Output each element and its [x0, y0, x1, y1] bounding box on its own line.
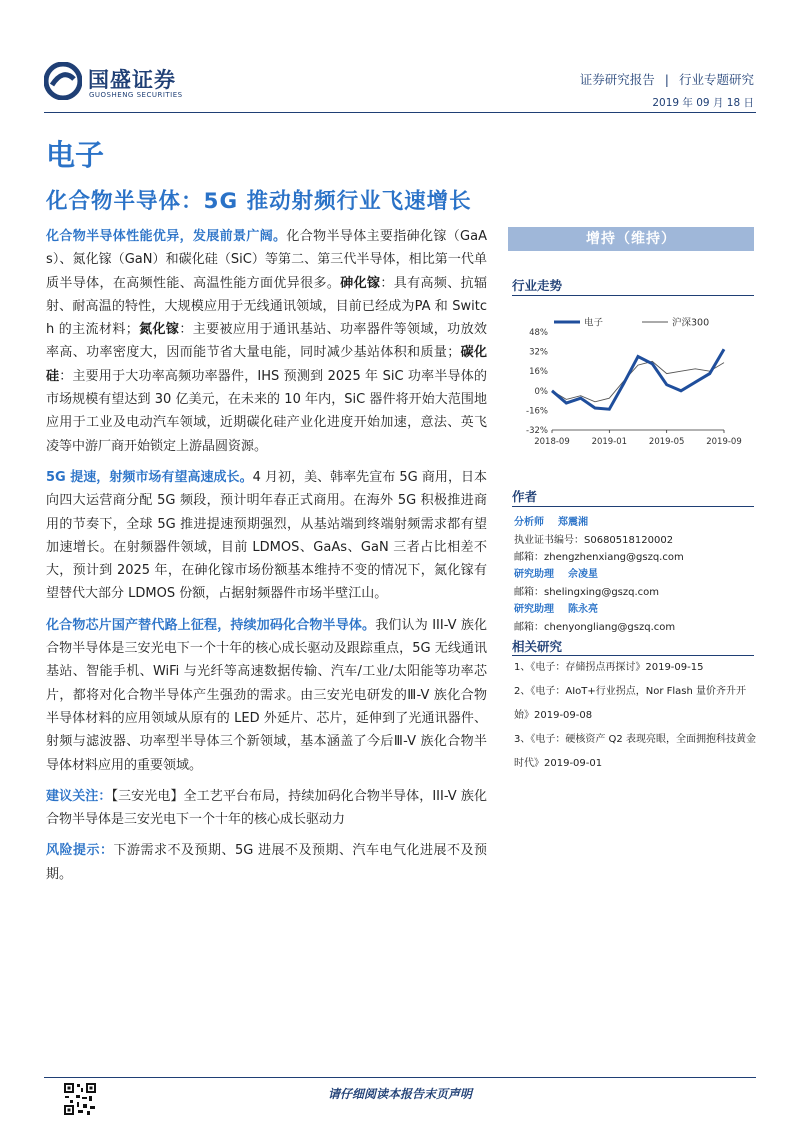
series-line-electronics [552, 349, 724, 409]
y-tick-label: 0% [534, 386, 548, 397]
y-tick-label: -32% [526, 426, 548, 436]
x-tick-label: 2019-09 [706, 437, 742, 447]
paragraph-1-text-d: ：主要用于大功率高频功率器件，IHS 预测到 2025 年 SiC 功率半导体的市场规模有望达到 30 亿美元，在未来的 10 年内，SiC 器件将开始大范围地应用于工业及电动汽车领域，近期碳化硅产业化进度开始加速，意法、英飞凌等中游厂商开始锁定上游晶圆资源。 [46, 368, 487, 454]
paragraph-2-text: 4 月初，美、韩率先宣布 5G 商用，日本向四大运营商分配 5G 频段，预计明年春正式商用。在海外 5G 积极推进商用的节奏下，全球 5G 推进提速预期强烈，从基站端到终端射频需求都有望加速增长。在射频器件领域，目前 LDMOS、GaAs、GaN 三者占比相差不大，预计到 2025 年，在砷化镓市场份额基本维持不变的情况下，氮化镓有望替代大部分 LDMOS 份额，占据射频器件市场半壁江山。 [46, 469, 487, 602]
author-3-name: 陈永亮 [568, 604, 598, 615]
related-item-2[interactable]: 2、《电子：AIoT+行业拐点，Nor Flash 量价齐升开始》2019-09-08 [514, 686, 747, 721]
industry-trend-chart [512, 310, 756, 460]
footer-divider [44, 1077, 756, 1078]
author-divider [512, 506, 754, 507]
paragraph-4-text: 【三安光电】全工艺平台布局，持续加码化合物半导体，III-V 族化合物半导体是三安光电下一个十年的核心成长驱动力 [46, 788, 487, 828]
x-tick-label: 2019-05 [648, 437, 685, 447]
industry-title: 电子 [46, 138, 105, 172]
author-2-name: 佘凌星 [568, 569, 598, 580]
report-title: 化合物半导体：5G 推动射频行业飞速增长 [46, 189, 472, 214]
keyword-sic: 碳化硅 [46, 345, 487, 384]
paragraph-2-lead: 5G 提速，射频市场有望高速成长。 [46, 469, 253, 485]
related-item-3[interactable]: 3、《电子：硬核资产 Q2 表现亮眼，全面拥抱科技黄金时代》2019-09-01 [514, 734, 756, 769]
author-1-role: 分析师 [514, 517, 544, 528]
related-heading: 相关研究 [512, 639, 563, 654]
author-3 [514, 600, 598, 615]
y-tick-label: 32% [529, 347, 548, 358]
author-2-role: 研究助理 [514, 569, 554, 580]
author-1-name: 郑震湘 [558, 517, 588, 528]
rating-badge: 增持（维持） [508, 227, 754, 251]
logo-english: GUOSHENG SECURITIES [89, 91, 183, 99]
paragraph-2 [46, 466, 487, 606]
author-1 [514, 513, 588, 528]
author-3-email: 邮箱：chenyongliang@gszq.com [514, 622, 676, 633]
paragraph-3-lead: 化合物芯片国产替代路上征程，持续加码化合物半导体。 [46, 617, 376, 633]
y-tick-label: 48% [529, 328, 548, 338]
paragraph-3-text: 我们认为 III-V 族化合物半导体是三安光电下一个十年的核心成长驱动及跟踪重点，5G 无线通讯基站、智能手机、WiFi 与光纤等高速数据传输、汽车/工业/太阳能等功率芯片，都将对化合物半导体产生强劲的需求。由三安光电研发的Ⅲ-V 族化合物半导体材料的应用领域从原有的 LED 外延片、芯片，延伸到了光通讯器件、射频与滤波器、功率型半导体三个新领域，基本涵盖了今后Ⅲ-V 族化合物半导体材料应用的重要领域。 [46, 617, 487, 773]
keyword-gan: 氮化镓 [138, 322, 180, 338]
paragraph-5-text: 下游需求不及预期、5G 进展不及预期、汽车电气化进展不及预期。 [46, 843, 487, 882]
author-heading: 作者 [512, 489, 538, 504]
logo-name: 国盛证券 [88, 68, 176, 92]
report-kind: 证券研究报告 [579, 72, 655, 87]
paragraph-5-lead: 风险提示： [46, 843, 114, 859]
paragraph-4-lead: 建议关注： [46, 788, 112, 804]
related-list [514, 656, 756, 776]
paragraph-1-text-b: ：具有高频、抗辐射、耐高温的特性，大规模应用于无线通讯领域，目前已经成为PA 和 Switch 的主流材料； [46, 275, 487, 338]
paragraph-5 [46, 839, 487, 886]
trend-heading: 行业走势 [512, 278, 563, 293]
report-category [580, 70, 754, 88]
report-summary [46, 225, 487, 894]
x-tick-label: 2018-09 [534, 437, 570, 447]
legend-label: 沪深300 [672, 317, 710, 329]
report-type: 行业专题研究 [678, 72, 754, 87]
x-tick-label: 2019-01 [591, 437, 628, 447]
author-2 [514, 565, 598, 580]
y-tick-label: -16% [526, 406, 548, 417]
company-logo [44, 60, 244, 104]
footer-notice: 请仔细阅读本报告末页声明 [327, 1087, 472, 1101]
keyword-gaas: 砷化镓 [340, 275, 381, 291]
related-item-1[interactable]: 1、《电子：存储拐点再探讨》2019-09-15 [514, 662, 704, 673]
legend-label: 电子 [584, 317, 604, 329]
paragraph-1 [46, 225, 487, 458]
author-2-email: 邮箱：shelingxing@gszq.com [514, 587, 660, 598]
paragraph-1-lead: 化合物半导体性能优异，发展前景广阔。 [46, 229, 287, 244]
author-1-email: 邮箱：zhengzhenxiang@gszq.com [514, 552, 684, 563]
trend-divider [512, 295, 754, 296]
author-3-role: 研究助理 [514, 604, 554, 615]
paragraph-3 [46, 614, 487, 777]
paragraph-4 [46, 785, 487, 832]
header-separator: | [664, 72, 669, 87]
paragraph-1-text-c: ：主要被应用于通讯基站、功率器件等领域，功放效率高、功率密度大，因而能节省大量电能，同时减少基站体积和质量； [46, 322, 487, 361]
y-tick-label: 16% [529, 367, 548, 378]
paragraph-1-text-a: 化合物半导体主要指砷化镓（GaAs）、氮化镓（GaN）和碳化硅（SiC）等第二、第三代半导体，相比第一代单质半导体，在高频性能、高温性能方面优异很多。 [46, 229, 487, 291]
report-date: 2019 年 09 月 18 日 [652, 97, 754, 109]
header-divider [44, 112, 756, 113]
author-1-license: 执业证书编号：S0680518120002 [514, 535, 674, 546]
logo-mark-icon [44, 62, 82, 100]
